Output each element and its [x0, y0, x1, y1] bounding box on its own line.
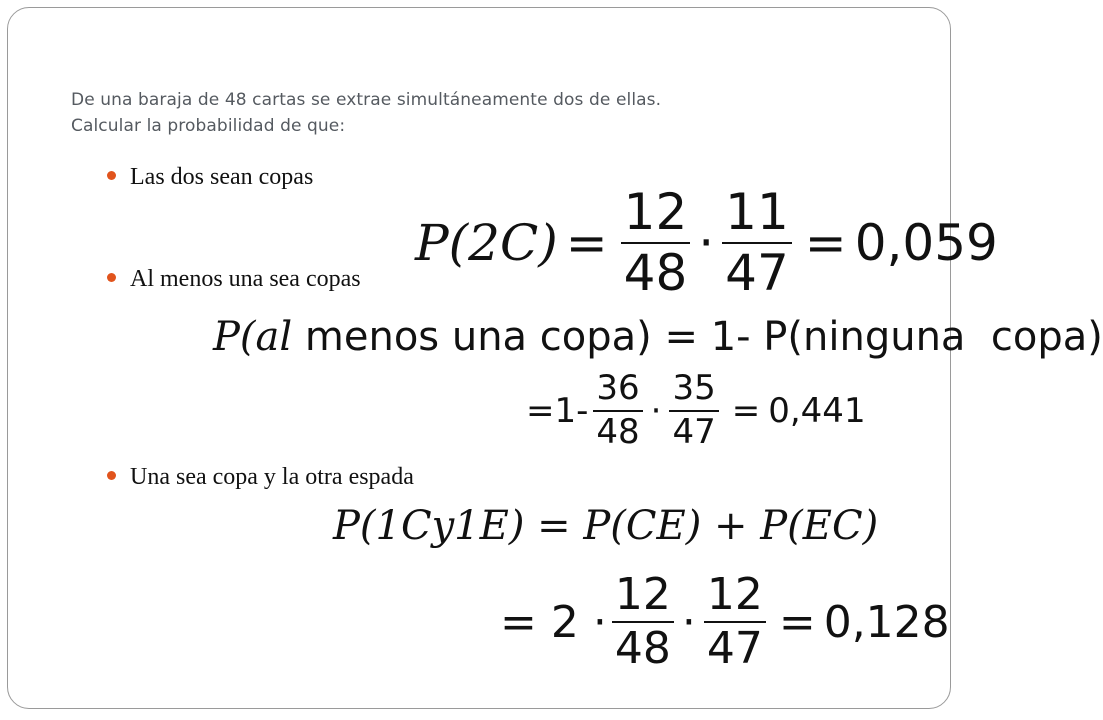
eq1-dot: ·: [698, 213, 715, 272]
eq5-f2-denominator: 47: [706, 623, 763, 675]
eq3-fraction-2: [669, 368, 718, 452]
bullet-item-3: [107, 464, 414, 491]
eq1-result: 0,059: [854, 213, 998, 272]
eq1-f2-denominator: 47: [725, 243, 789, 302]
equation-both-copas: [415, 183, 998, 302]
equation-copa-espada: [333, 503, 878, 549]
equation-at-least-one: [213, 314, 1103, 360]
eq5-dot: ·: [681, 596, 696, 648]
eq3-fraction-1: [593, 368, 642, 452]
eq1-f1-denominator: 48: [623, 243, 688, 302]
bullet-text: Una sea copa y la otra espada: [130, 464, 414, 490]
eq1-f1-numerator: 12: [623, 183, 688, 241]
eq3-f2-denominator: 47: [672, 411, 716, 452]
eq3-result: 0,441: [768, 390, 866, 431]
bullet-item-1: [107, 164, 313, 191]
eq5-equals: =: [778, 596, 816, 648]
problem-statement-line-1: De una baraja de 48 cartas se extrae simultáneamente dos de ellas.: [71, 90, 662, 110]
eq5-prefix: = 2 ·: [500, 596, 607, 648]
eq5-f1-numerator: 12: [614, 569, 671, 620]
bullet-dot: [107, 171, 116, 180]
eq5-result: 0,128: [823, 596, 950, 648]
eq1-equals: =: [565, 213, 608, 272]
eq3-f1-numerator: 36: [596, 368, 640, 408]
bullet-text: Al menos una sea copas: [130, 266, 361, 292]
problem-statement-line-2: Calcular la probabilidad de que:: [71, 116, 346, 136]
eq1-f2-numerator: 11: [725, 183, 789, 241]
bullet-dot: [107, 273, 116, 282]
eq1-fraction-1: [621, 183, 691, 302]
equation-copa-espada-result: [500, 569, 950, 675]
eq3-prefix: =1-: [526, 390, 589, 431]
eq3-equals: =: [731, 390, 761, 431]
eq5-fraction-1: [612, 569, 674, 675]
eq2-rest: menos una copa) = 1- P(ninguna copa): [292, 314, 1103, 360]
eq1-lhs: P(2C): [415, 213, 558, 272]
bullet-dot: [107, 471, 116, 480]
problem-statement: [71, 87, 891, 139]
eq5-fraction-2: [704, 569, 766, 675]
eq4-text: P(1Cy1E) = P(CE) + P(EC): [333, 503, 879, 549]
eq5-f1-denominator: 48: [614, 623, 671, 675]
eq5-f2-numerator: 12: [706, 569, 763, 620]
eq3-f1-denominator: 48: [596, 411, 640, 452]
eq3-dot: ·: [650, 390, 662, 431]
eq1-equals-2: =: [804, 213, 847, 272]
equation-at-least-one-result: [526, 368, 866, 452]
bullet-text: Las dos sean copas: [130, 164, 314, 190]
eq1-fraction-2: [722, 183, 792, 302]
eq2-al: al: [255, 314, 293, 360]
bullet-item-2: [107, 266, 361, 293]
eq2-p: P(: [213, 314, 256, 360]
eq3-f2-numerator: 35: [672, 368, 716, 408]
